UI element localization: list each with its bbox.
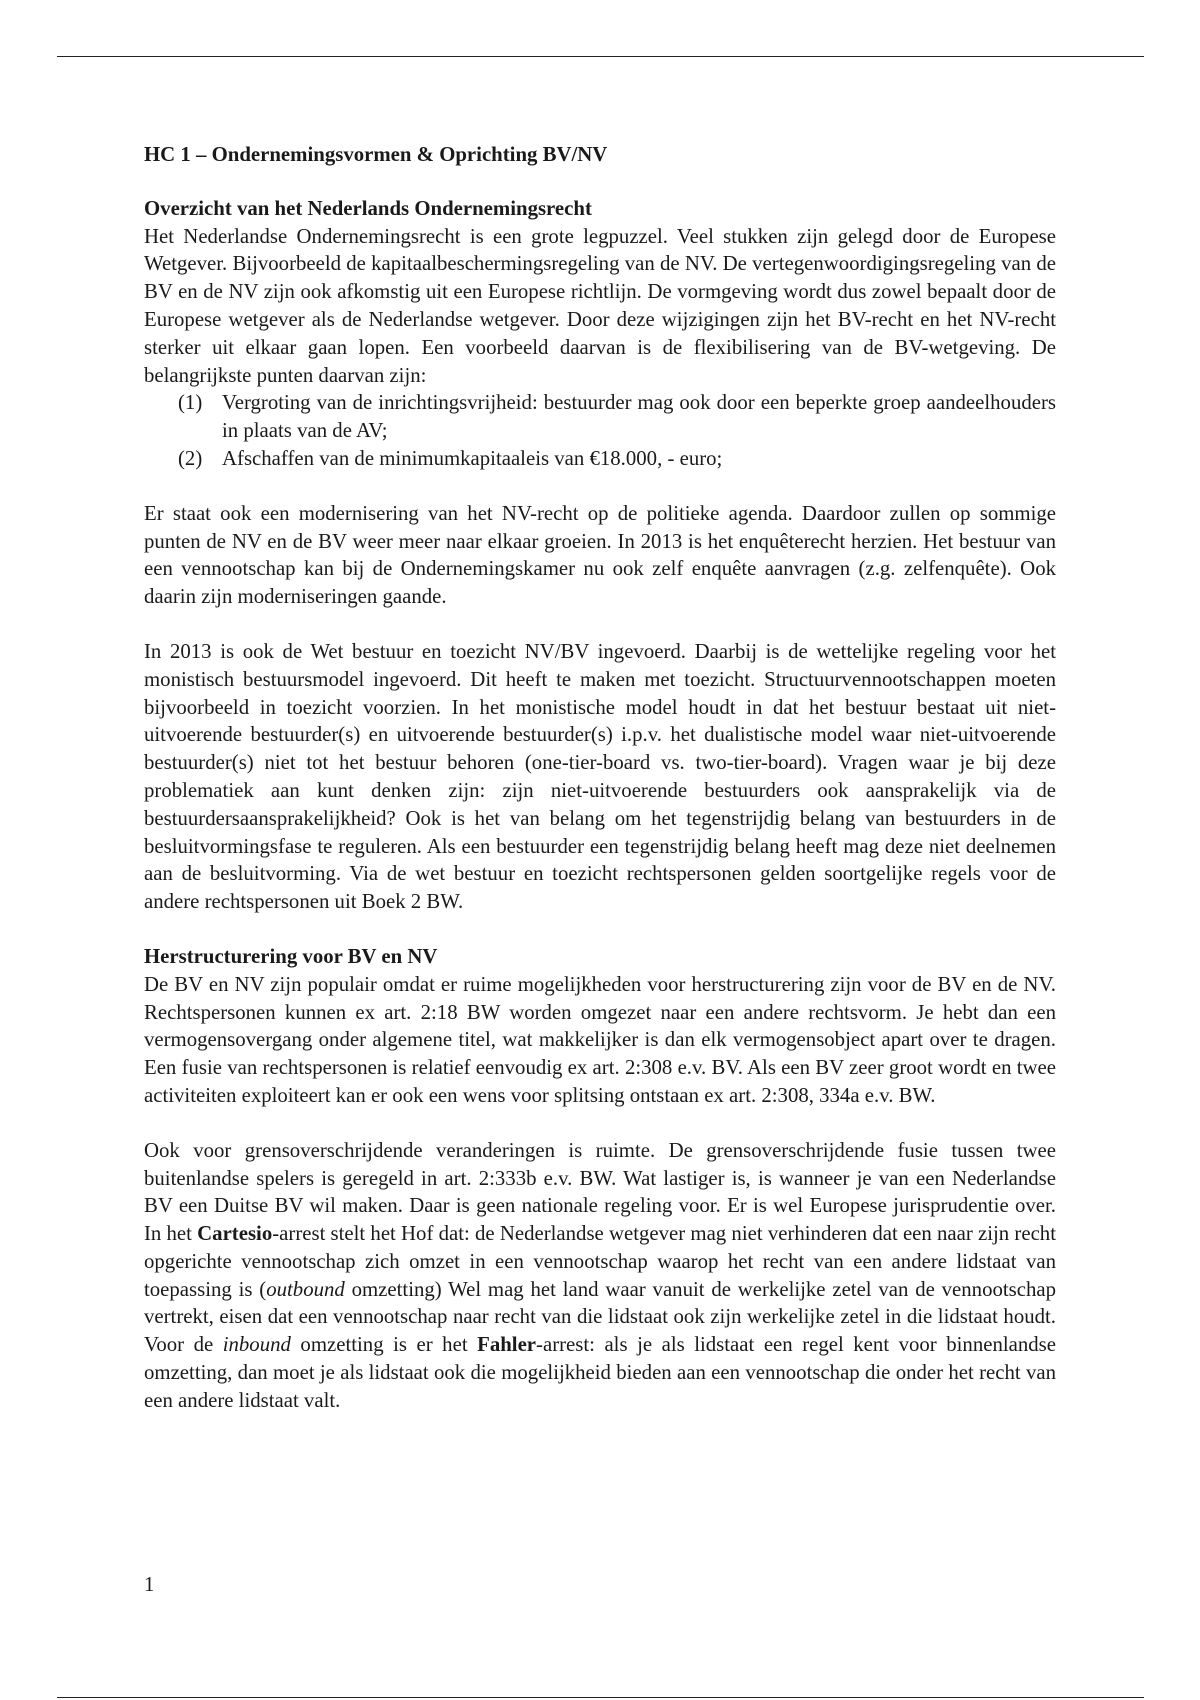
section-heading-overzicht: Overzicht van het Nederlands Ondernemingsrecht bbox=[144, 196, 592, 220]
footer-rule bbox=[57, 1697, 1144, 1698]
paragraph-grensoverschrijdend bbox=[144, 1137, 1056, 1415]
document-title: HC 1 – Ondernemingsvormen & Oprichting BV/NV bbox=[144, 143, 608, 166]
list-item bbox=[178, 445, 1056, 473]
text-run: omzetting is er het bbox=[290, 1333, 478, 1357]
section-heading-herstructurering: Herstructurering voor BV en NV bbox=[144, 944, 438, 968]
list-item-text: Afschaffen van de minimumkapitaaleis van €18.000, - euro; bbox=[222, 446, 723, 470]
list-item-number: (2) bbox=[178, 446, 203, 470]
text-run: omzetting) Wel mag het land waar vanuit de werkelijke zetel van de vennootschap vertrekt, eisen dat een vennootschap naar recht van die lidstaat ook zijn werkelijke zetel in die lidstaat houdt. Voor de bbox=[144, 1277, 1057, 1357]
text-run: Ook voor grensoverschrijdende veranderingen is ruimte. De grensoverschrijdende fusie tussen twee buitenlandse spelers is geregeld in art. 2:333b e.v. BW. Wat lastiger is, is wanneer je van een Nederlandse BV een Duitse BV wil maken. Daar is geen nationale regeling voor. Er is wel Europese jurisprudentie over. In het bbox=[144, 1138, 1056, 1246]
paragraph-intro: Het Nederlandse Ondernemingsrecht is een grote legpuzzel. Veel stukken zijn gelegd door de Europese Wetgever. Bijvoorbeeld de kapitaalbeschermingsregeling van de NV. De vertegenwoordigingsregeling van de BV en de NV zijn ook afkomstig uit een Europese richtlijn. De vormgeving wordt dus zowel bepaalt door de Europese wetgever als de Nederlandse wetgever. Door deze wijzigingen zijn het BV-recht en het NV-recht sterker uit elkaar gaan lopen. Een voorbeeld daarvan is de flexibilisering van de BV-wetgeving. De belangrijkste punten daarvan zijn: bbox=[144, 224, 1056, 387]
case-name-fahler: Fahler bbox=[477, 1333, 537, 1357]
page-number: 1 bbox=[144, 1573, 155, 1596]
paragraph-herstructurering: De BV en NV zijn populair omdat er ruime mogelijkheden voor herstructurering zijn voor de BV en de NV. Rechtspersonen kunnen ex art. 2:18 BW worden omgezet naar een andere rechtsvorm. Je hebt dan een vermogensovergang onder algemene titel, wat makkelijker is dan elk vermogensobject apart over te dragen. Een fusie van rechtspersonen is relatief eenvoudig ex art. 2:308 e.v. BV. Als een BV zeer groot wordt en twee activiteiten exploiteert kan er ook een wens voor splitsing ontstaan ex art. 2:308, 334a e.v. BW. bbox=[144, 972, 1056, 1107]
list-item-number: (1) bbox=[178, 391, 203, 415]
term-inbound: inbound bbox=[222, 1333, 291, 1357]
paragraph-modernisering: Er staat ook een modernisering van het NV-recht op de politieke agenda. Daardoor zullen op sommige punten de NV en de BV weer meer naar elkaar groeien. In 2013 is het enquêterecht herzien. Het bestuur van een vennootschap kan bij de Ondernemingskamer nu ook zelf enquête aanvragen (z.g. zelfenquête). Ook daarin zijn moderniseringen gaande. bbox=[144, 501, 1056, 609]
case-name-cartesio: Cartesio bbox=[197, 1222, 273, 1246]
list-item bbox=[178, 389, 1056, 445]
header-rule bbox=[57, 56, 1144, 57]
term-outbound: outbound bbox=[266, 1277, 345, 1301]
list-item-text: Vergroting van de inrichtingsvrijheid: bestuurder mag ook door een beperkte groep aandeelhouders in plaats van de AV; bbox=[222, 391, 1056, 443]
document-body bbox=[144, 141, 1056, 1415]
text-run: -arrest: als je als lidstaat een regel kent voor binnenlandse omzetting, dan moet je als lidstaat ook die mogelijkheid bieden aan een vennootschap die onder het recht van een andere lidstaat valt. bbox=[144, 1333, 1056, 1412]
paragraph-bestuur-toezicht: In 2013 is ook de Wet bestuur en toezicht NV/BV ingevoerd. Daarbij is de wettelijke regeling voor het monistisch bestuursmodel ingevoerd. Dit heeft te maken met toezicht. Structuurvennootschappen moeten bijvoorbeeld in toezicht voorzien. In het monistische model houdt in dat het bestuur bestaat uit niet-uitvoerende bestuurder(s) en uitvoerende bestuurder(s) i.p.v. het dualistische model waar niet-uitvoerende bestuurder(s) niet tot het bestuur behoren (one-tier-board vs. two-tier-board). Vragen waar je bij deze problematiek aan kunt denken zijn: zijn niet-uitvoerende bestuurders ook aansprakelijk via de bestuurdersaansprakelijkheid? Ook is het van belang om het tegenstrijdig belang van bestuurders in de besluitvormingsfase te reguleren. Als een bestuurder een tegenstrijdig belang heeft mag deze niet deelnemen aan de besluitvorming. Via de wet bestuur en toezicht rechtspersonen gelden soortgelijke regels voor de andere rechtspersonen uit Boek 2 BW. bbox=[144, 639, 1056, 914]
numbered-list bbox=[144, 389, 1056, 472]
text-run: -arrest stelt het Hof dat: de Nederlandse wetgever mag niet verhinderen dat een naar zijn recht opgerichte vennootschap zich omzet in een vennootschap waarop het recht van een andere lidstaat van toepassing is ( bbox=[144, 1222, 1056, 1301]
